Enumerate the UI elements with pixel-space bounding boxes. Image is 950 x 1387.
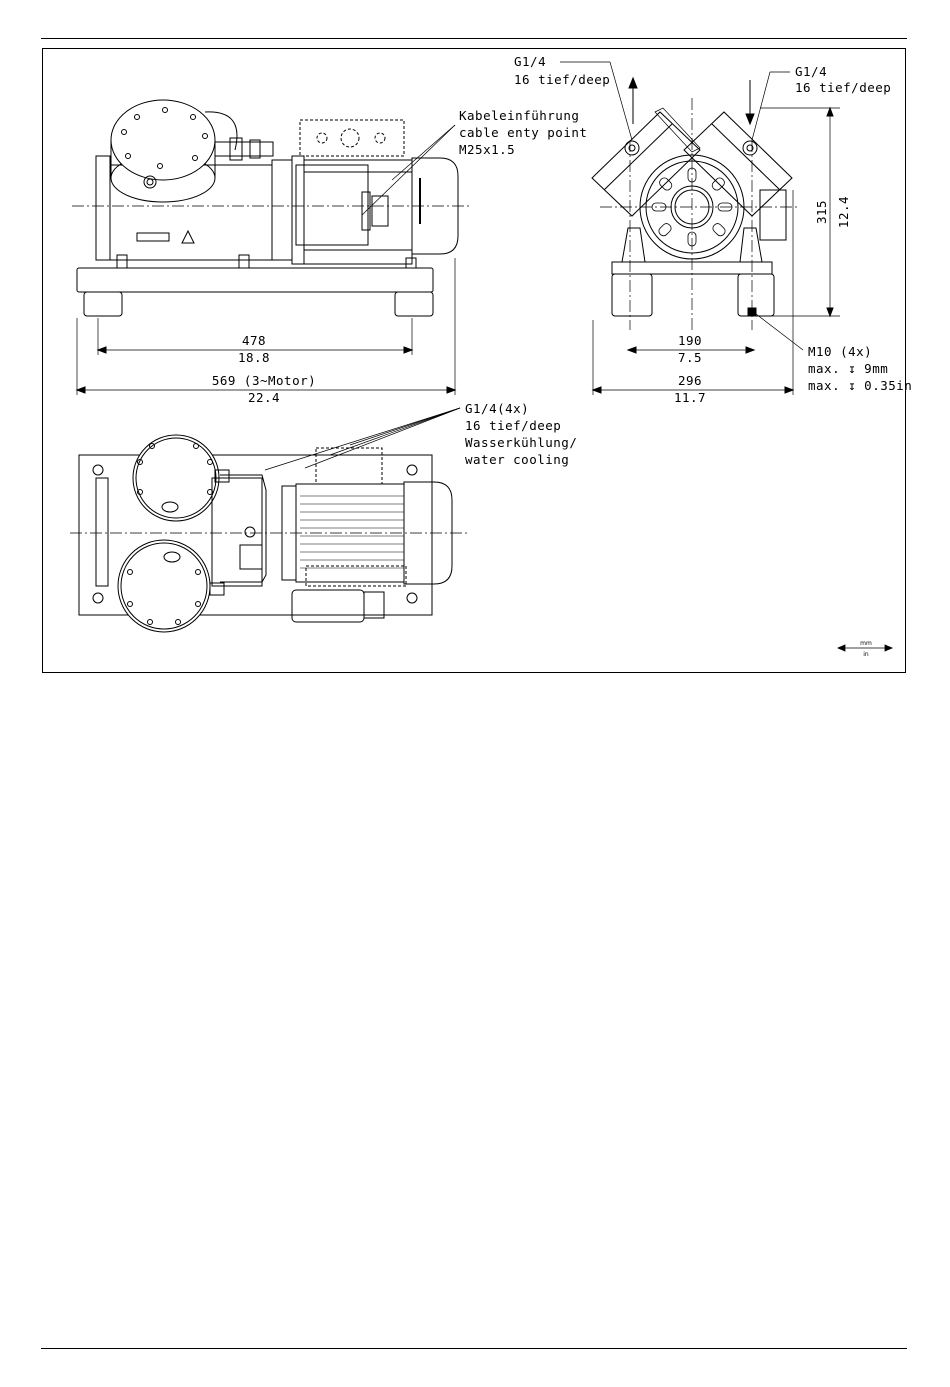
cable-entry-line3: M25x1.5 [459, 142, 516, 157]
port-left-line2: 16 tief/deep [514, 72, 611, 87]
warning-triangle-icon [182, 231, 194, 243]
port-right-line2: 16 tief/deep [795, 80, 892, 95]
units-legend-mm: mm [860, 640, 872, 647]
top-view [70, 408, 470, 632]
port-right-line1: G1/4 [795, 64, 828, 79]
dim-side-inner-mm: 478 [241, 333, 267, 348]
dim-side-inner-in: 18.8 [237, 350, 271, 365]
cable-entry-line2: cable enty point [459, 125, 588, 140]
port-left-line1: G1/4 [514, 54, 547, 69]
dim-side-overall-in: 22.4 [247, 390, 281, 405]
dim-front-holes-in: 7.5 [677, 350, 703, 365]
units-legend-in: in [863, 651, 869, 658]
water-cooling-line1: G1/4(4x) [465, 401, 530, 416]
dim-front-width-mm: 296 [677, 373, 703, 388]
water-cooling-line3: Wasserkühlung/ [465, 435, 578, 450]
mount-thread-line2: max. ↧ 9mm [808, 361, 889, 376]
mount-thread-line3: max. ↧ 0.35in [808, 378, 913, 393]
dim-height-mm: 315 [814, 199, 829, 225]
water-cooling-line4: water cooling [465, 452, 570, 467]
water-cooling-line2: 16 tief/deep [465, 418, 562, 433]
mount-thread-line1: M10 (4x) [808, 344, 873, 359]
dim-front-holes-mm: 190 [677, 333, 703, 348]
dim-front-width-in: 11.7 [673, 390, 707, 405]
side-view [72, 100, 470, 395]
dim-height-in: 12.4 [836, 195, 851, 229]
dim-side-overall-mm: 569 (3~Motor) [211, 373, 317, 388]
cable-entry-line1: Kabeleinführung [459, 108, 580, 123]
